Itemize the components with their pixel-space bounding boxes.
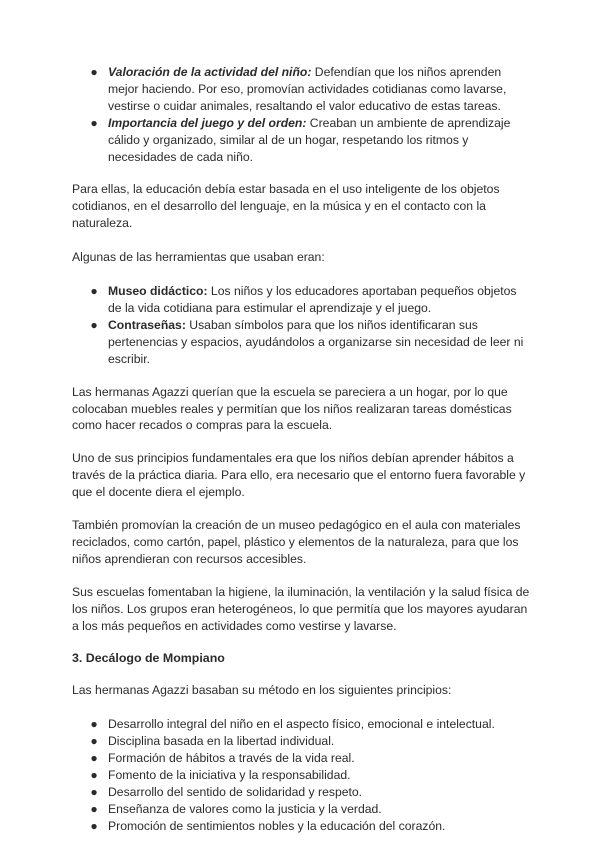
paragraph: Sus escuelas fomentaban la higiene, la iluminación, la ventilación y la salud física de los niños. Los grupos eran heterogéneos, lo que permitía que los mayores ayudaran a los más pequeños en actividades como vestirse y lavarse. — [72, 584, 530, 633]
paragraph: Para ellas, la educación debía estar basada en el uso inteligente de los objetos cotidianos, en el desarrollo del lenguaje, en la música y en el contacto con la naturaleza. — [72, 182, 500, 231]
list-item — [72, 818, 532, 835]
list-item-text: Desarrollo integral del niño en el aspecto físico, emocional e intelectual. — [108, 717, 495, 732]
list-item — [72, 317, 532, 368]
list-item-text: Promoción de sentimientos nobles y la educación del corazón. — [108, 818, 446, 833]
list-item-label: Valoración de la actividad del niño: — [108, 65, 312, 79]
list-item-text: Los niños y los educadores aportaban pequeños objetos de la vida cotidiana para estimular el aprendizaje y el juego. — [108, 284, 517, 315]
list-item — [72, 716, 532, 733]
list-item-text: Desarrollo del sentido de solidaridad y respeto. — [108, 785, 363, 799]
paragraph: Uno de sus principios fundamentales era que los niños debían aprender hábitos a través de la práctica diaria. Para ello, era necesario que el entorno fuera favorable y que el docente diera el ejemplo. — [72, 451, 526, 500]
list-item-text: Enseñanza de valores como la justicia y la verdad. — [108, 801, 382, 816]
bullet-icon: ● — [90, 317, 98, 332]
list-item — [72, 784, 532, 801]
list-item-text: Fomento de la iniciativa y la responsabilidad. — [108, 768, 351, 783]
list-item — [72, 283, 532, 317]
bullet-icon: ● — [90, 768, 98, 783]
bullet-icon: ● — [90, 717, 98, 732]
bullet-icon: ● — [90, 734, 98, 749]
list-item-text: Formación de hábitos a través de la vida real. — [108, 751, 355, 766]
list-item — [72, 750, 532, 767]
list-item-text: Creaban un ambiente de aprendizaje cálido y organizado, similar al de un hogar, respetando los ritmos y necesidades de cada niño. — [108, 115, 511, 164]
bullet-icon: ● — [90, 801, 98, 816]
list-item — [72, 64, 532, 115]
list-item-label: Importancia del juego y del orden: — [108, 115, 307, 130]
paragraph: Las hermanas Agazzi querían que la escuela se pareciera a un hogar, por lo que colocaban muebles reales y permitían que los niños realizaran tareas domésticas como hacer recados o compras para la escuela. — [72, 384, 512, 433]
list-item-text: Defendían que los niños aprenden mejor haciendo. Por eso, promovían actividades cotidianas como lavarse, vestirse o cuidar animales, resaltando el valor educativo de estas tareas. — [108, 65, 507, 113]
list-item-text: Disciplina basada en la libertad individual. — [108, 734, 335, 749]
list-item — [72, 115, 532, 166]
section-heading: 3. Decálogo de Mompiano — [72, 651, 225, 666]
bullet-icon: ● — [90, 751, 98, 766]
bullet-list-principles — [72, 716, 532, 834]
list-item — [72, 767, 532, 784]
document-page — [72, 64, 532, 835]
list-item — [72, 733, 532, 750]
bullet-list-tools — [72, 283, 532, 368]
list-item-text: Usaban símbolos para que los niños identificaran sus pertenencias y espacios, ayudándolos a organizarse sin necesidad de leer ni escribir. — [108, 317, 524, 366]
list-item-label: Contraseñas: — [108, 317, 186, 332]
paragraph: Las hermanas Agazzi basaban su método en los siguientes principios: — [72, 683, 452, 698]
bullet-icon: ● — [90, 115, 98, 130]
bullet-icon: ● — [90, 818, 98, 833]
paragraph: Algunas de las herramientas que usaban eran: — [72, 250, 325, 265]
list-item-label: Museo didáctico: — [108, 284, 208, 299]
paragraph: También promovían la creación de un museo pedagógico en el aula con materiales reciclados, como cartón, papel, plástico y elementos de la naturaleza, para que los niños aprendieran con recursos accesibles. — [72, 518, 521, 566]
bullet-icon: ● — [90, 284, 98, 299]
bullet-list-activity — [72, 64, 532, 165]
bullet-icon: ● — [90, 65, 98, 79]
list-item — [72, 801, 532, 818]
bullet-icon: ● — [90, 785, 98, 799]
